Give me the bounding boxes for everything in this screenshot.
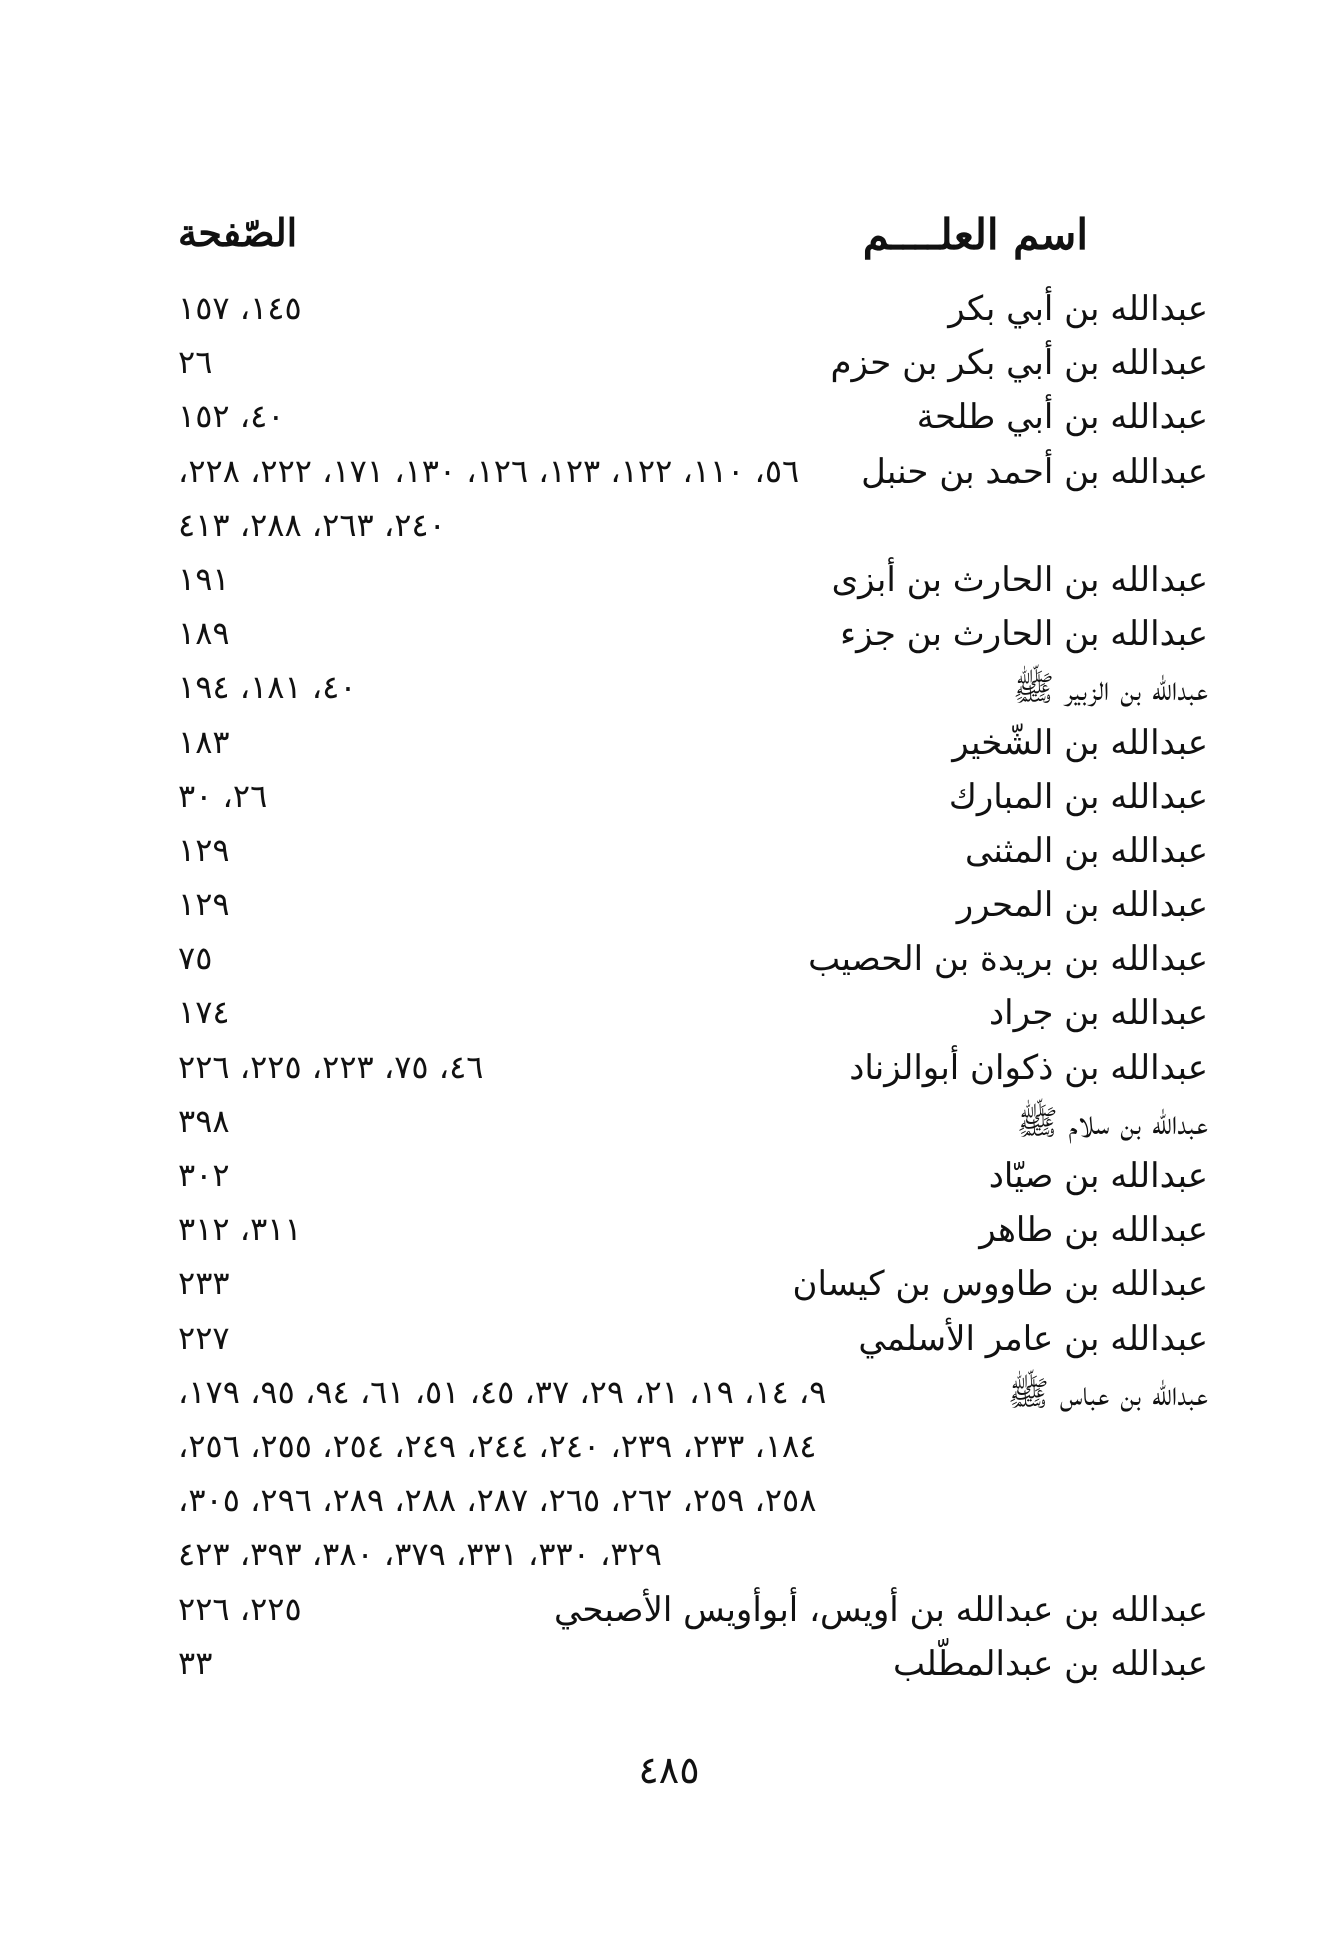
entry-name: عبدالله بن المحرر <box>956 885 1208 926</box>
entry-pages: ٤٦، ٧٥، ٢٢٣، ٢٢٥، ٢٢٦ <box>178 1047 484 1086</box>
entry-name: عبدالله بن بريدة بن الحصيب <box>808 939 1208 980</box>
entry-pages: ٣٩٨ <box>178 1101 230 1140</box>
entry-name: عبدالله بن عبدالله بن أويس، أبوأويس الأصبحي <box>554 1589 1208 1630</box>
entry-name: عبدالله بن الحارث بن جزء <box>840 614 1208 655</box>
index-entry <box>178 283 1208 337</box>
entry-name: عبدالله بن المثنى <box>965 830 1208 871</box>
entry-name: عبدالله بن سلام ﷺ <box>1016 1102 1208 1143</box>
index-entry <box>178 500 1208 554</box>
entry-pages: ٢٤٠، ٢٦٣، ٢٨٨، ٤١٣ <box>178 505 446 544</box>
entry-pages: ٩، ١٤، ١٩، ٢١، ٢٩، ٣٧، ٤٥، ٥١، ٦١، ٩٤، ٩٥، ١٧٩، <box>178 1372 827 1411</box>
entry-pages: ٢٥٨، ٢٥٩، ٢٦٢، ٢٦٥، ٢٨٧، ٢٨٨، ٢٨٩، ٢٩٦، ٣٠٥، <box>178 1481 817 1520</box>
index-entries <box>178 283 1208 1692</box>
index-entry <box>178 391 1208 445</box>
entry-pages: ٢٣٣ <box>178 1264 230 1303</box>
entry-pages: ١٨٣ <box>178 722 230 761</box>
entry-pages: ١٨٩ <box>178 614 230 653</box>
entry-name: عبدالله بن الشّخير <box>952 722 1208 763</box>
index-entry <box>178 1042 1208 1096</box>
index-entry <box>178 1475 1208 1529</box>
entry-pages: ١٨٤، ٢٣٣، ٢٣٩، ٢٤٠، ٢٤٤، ٢٤٩، ٢٥٤، ٢٥٥، ٢٥٦، <box>178 1426 817 1465</box>
index-entry <box>178 771 1208 825</box>
entry-name: عبدالله بن طاهر <box>979 1210 1208 1251</box>
entry-name: عبدالله بن الحارث بن أبزى <box>831 559 1208 600</box>
index-entry <box>178 1638 1208 1692</box>
entry-pages: ٤٠، ١٨١، ١٩٤ <box>178 668 357 707</box>
entry-pages: ٢٦، ٣٠ <box>178 776 268 815</box>
page-column-header: الصّفحة <box>178 210 298 255</box>
index-entry <box>178 662 1208 716</box>
entry-pages: ٤٠، ١٥٢ <box>178 397 285 436</box>
index-entry <box>178 987 1208 1041</box>
column-headers <box>178 210 1208 270</box>
index-entry <box>178 608 1208 662</box>
index-entry <box>178 554 1208 608</box>
entry-name: عبدالله بن أحمد بن حنبل <box>861 451 1208 492</box>
entry-pages: ٣٣ <box>178 1643 213 1682</box>
entry-name: عبدالله بن صيّاد <box>988 1156 1208 1196</box>
entry-name: عبدالله بن ذكوان أبوالزناد <box>849 1047 1208 1088</box>
index-entry <box>178 1367 1208 1421</box>
entry-pages: ١٤٥، ١٥٧ <box>178 289 302 327</box>
index-entry <box>178 879 1208 933</box>
index-entry <box>178 1421 1208 1475</box>
entry-pages: ١٢٩ <box>178 830 230 869</box>
entry-pages: ٢٢٧ <box>178 1318 230 1357</box>
index-entry <box>178 337 1208 391</box>
index-entry <box>178 1096 1208 1150</box>
entry-name: عبدالله بن عباس ﷺ <box>1007 1373 1208 1414</box>
index-entry <box>178 717 1208 771</box>
entry-name: عبدالله بن المبارك <box>948 776 1208 817</box>
index-entry <box>178 1529 1208 1583</box>
entry-pages: ١٧٤ <box>178 993 230 1032</box>
entry-pages: ٢٦ <box>178 343 213 382</box>
name-column-header: اسم العلــــم <box>862 210 1088 259</box>
index-entry <box>178 446 1208 500</box>
entry-pages: ٢٢٥، ٢٢٦ <box>178 1589 302 1628</box>
entry-name: عبدالله بن عامر الأسلمي <box>858 1318 1208 1359</box>
index-entry <box>178 1258 1208 1312</box>
index-entry <box>178 1204 1208 1258</box>
entry-pages: ١٢٩ <box>178 885 230 924</box>
page-number: ٤٨٥ <box>638 1748 700 1792</box>
entry-name: عبدالله بن طاووس بن كيسان <box>792 1264 1208 1305</box>
entry-pages: ٣٠٢ <box>178 1156 230 1194</box>
entry-name: عبدالله بن أبي بكر <box>948 289 1208 329</box>
entry-name: عبدالله بن أبي طلحة <box>916 397 1208 438</box>
index-entry <box>178 1313 1208 1367</box>
index-entry <box>178 825 1208 879</box>
entry-name: عبدالله بن عبدالمطّلب <box>892 1643 1208 1684</box>
entry-name: عبدالله بن جراد <box>988 993 1208 1034</box>
index-entry <box>178 1584 1208 1638</box>
entry-pages: ٥٦، ١١٠، ١٢٢، ١٢٣، ١٢٦، ١٣٠، ١٧١، ٢٢٢، ٢٢٨، <box>178 451 800 490</box>
index-entry <box>178 933 1208 987</box>
entry-name: عبدالله بن الزبير ﷺ <box>1012 669 1208 710</box>
entry-pages: ٣٢٩، ٣٣٠، ٣٣١، ٣٧٩، ٣٨٠، ٣٩٣، ٤٢٣ <box>178 1535 662 1574</box>
index-entry <box>178 1150 1208 1204</box>
entry-pages: ٣١١، ٣١٢ <box>178 1210 302 1249</box>
entry-name: عبدالله بن أبي بكر بن حزم <box>830 343 1208 384</box>
entry-pages: ٧٥ <box>178 939 213 978</box>
entry-pages: ١٩١ <box>178 559 230 598</box>
